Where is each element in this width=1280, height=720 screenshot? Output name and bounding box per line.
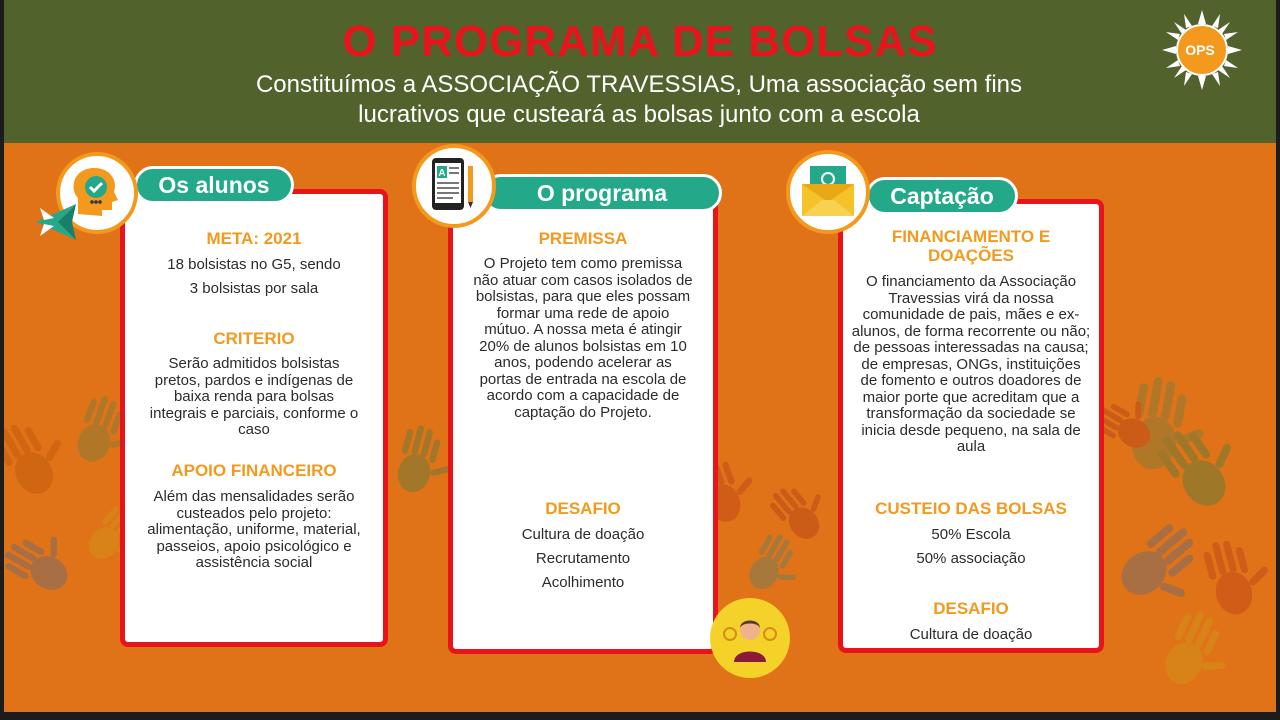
- custeio-item-2: 50% associação: [916, 550, 1026, 567]
- criterio-text: Serão admitidos bolsistas pretos, pardos e indígenas de baixa renda para bolsas integrais e parciais, conforme o caso: [149, 355, 359, 438]
- slide: [4, 0, 1276, 712]
- person-icon: [710, 598, 790, 678]
- ops-logo: [1162, 10, 1242, 90]
- meta-line-1: 18 bolsistas no G5, sendo: [167, 256, 341, 273]
- criterio-title: CRITERIO: [213, 329, 295, 348]
- arrow-decor-icon: [36, 198, 78, 246]
- card-programa: [448, 199, 718, 654]
- programa-desafio-title: DESAFIO: [545, 499, 621, 518]
- apoio-text: Além das mensalidades serão custeados pelo projeto: alimentação, uniforme, material, passeios, apoio psicológico e assistência social: [147, 488, 361, 571]
- financiamento-text: O financiamento da Associação Travessias virá da nossa comunidade de pais, mães e ex-alunos, de forma recorrente ou não; de pessoas interessadas na causa; de empresas, ONGs, instituições de fomento e outros doadores de maior porte que acreditam que a transformação da sociedade se inicia desde pequeno, na sala de aula: [851, 273, 1091, 455]
- subtitle-line-1: Constituímos a ASSOCIAÇÃO TRAVESSIAS, Uma associação sem fins: [255, 71, 1023, 98]
- financiamento-title-1: FINANCIAMENTO E: [891, 227, 1051, 246]
- meta-line-2: 3 bolsistas por sala: [189, 280, 319, 297]
- programa-icon-circle: [412, 144, 496, 228]
- desafio-item-2: Recrutamento: [535, 550, 631, 567]
- desafio-item-3: Acolhimento: [541, 574, 625, 591]
- meta-title: META: 2021: [206, 229, 302, 248]
- card-captacao: [838, 199, 1104, 653]
- page-title: O PROGRAMA DE BOLSAS: [342, 17, 938, 66]
- premissa-text: O Projeto tem como premissa não atuar com casos isolados de bolsistas, para que eles possam formar uma rede de apoio mútuo. A nossa meta é atingir 20% de alunos bolsistas em 10 anos, podendo acelerar as portas de entrada na escola de acordo com a capacidade de captação do Projeto.: [473, 255, 693, 421]
- captacao-desafio-title: DESAFIO: [933, 599, 1009, 618]
- svg-text:A: A: [438, 168, 446, 179]
- captacao-desafio-text: Cultura de doação: [909, 626, 1033, 643]
- logo-text: OPS: [1185, 42, 1215, 58]
- envelope-money-icon: [790, 154, 866, 230]
- pill-captacao: Captação: [866, 177, 1018, 215]
- pill-os-alunos: Os alunos: [134, 166, 294, 204]
- premissa-title: PREMISSA: [538, 229, 628, 248]
- custeio-title: CUSTEIO DAS BOLSAS: [875, 499, 1067, 518]
- header-banner: [4, 0, 1276, 143]
- card-alunos: [120, 189, 388, 647]
- person-icon-circle: [710, 598, 790, 678]
- custeio-item-1: 50% Escola: [931, 526, 1011, 543]
- pill-o-programa: O programa: [482, 174, 722, 212]
- captacao-icon-circle: [786, 150, 870, 234]
- desafio-item-1: Cultura de doação: [521, 526, 645, 543]
- tablet-icon: [416, 148, 492, 224]
- page-subtitle: [204, 70, 1074, 130]
- financiamento-title-2: DOAÇÕES: [928, 246, 1014, 265]
- subtitle-line-2: lucrativos que custeará as bolsas junto com a escola: [358, 101, 920, 128]
- apoio-title: APOIO FINANCEIRO: [171, 461, 337, 480]
